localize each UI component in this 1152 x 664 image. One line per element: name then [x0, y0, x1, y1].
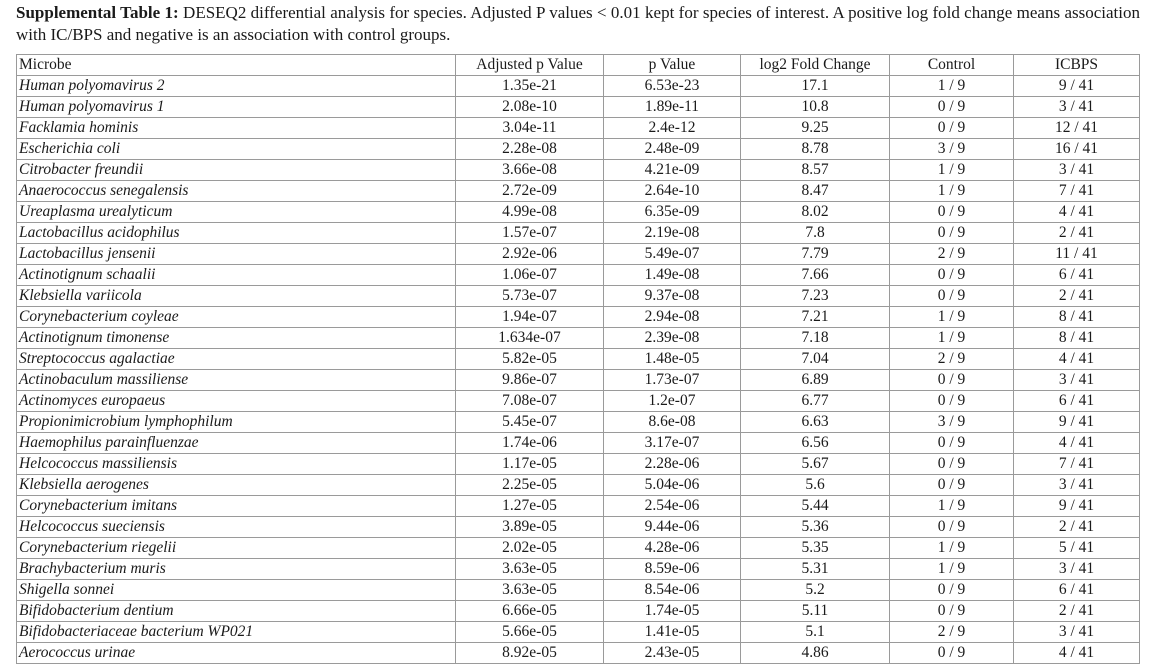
microbe-cell: Actinomyces europaeus [17, 391, 456, 412]
adjusted-p-cell: 1.94e-07 [456, 307, 604, 328]
adjusted-p-cell: 7.08e-07 [456, 391, 604, 412]
adjusted-p-cell: 1.35e-21 [456, 76, 604, 97]
p-value-cell: 2.64e-10 [604, 181, 741, 202]
icbps-cell: 4 / 41 [1014, 433, 1140, 454]
table-row [17, 412, 1140, 433]
adjusted-p-cell: 3.63e-05 [456, 580, 604, 601]
adjusted-p-cell: 1.74e-06 [456, 433, 604, 454]
adjusted-p-cell: 1.06e-07 [456, 265, 604, 286]
table-row [17, 286, 1140, 307]
table-row [17, 433, 1140, 454]
icbps-cell: 7 / 41 [1014, 454, 1140, 475]
table-row [17, 265, 1140, 286]
icbps-cell: 3 / 41 [1014, 97, 1140, 118]
adjusted-p-cell: 6.66e-05 [456, 601, 604, 622]
log2fc-cell: 7.04 [741, 349, 890, 370]
icbps-cell: 4 / 41 [1014, 643, 1140, 664]
log2fc-cell: 4.86 [741, 643, 890, 664]
table-row [17, 454, 1140, 475]
control-cell: 0 / 9 [890, 475, 1014, 496]
microbe-cell: Actinotignum timonense [17, 328, 456, 349]
col-header-microbe: Microbe [17, 55, 456, 76]
control-cell: 0 / 9 [890, 202, 1014, 223]
control-cell: 0 / 9 [890, 580, 1014, 601]
icbps-cell: 3 / 41 [1014, 559, 1140, 580]
p-value-cell: 5.49e-07 [604, 244, 741, 265]
p-value-cell: 2.39e-08 [604, 328, 741, 349]
table-row [17, 643, 1140, 664]
icbps-cell: 8 / 41 [1014, 307, 1140, 328]
adjusted-p-cell: 3.89e-05 [456, 517, 604, 538]
table-row [17, 559, 1140, 580]
microbe-cell: Corynebacterium coyleae [17, 307, 456, 328]
control-cell: 1 / 9 [890, 538, 1014, 559]
log2fc-cell: 5.35 [741, 538, 890, 559]
control-cell: 2 / 9 [890, 244, 1014, 265]
col-header-adjusted-p: Adjusted p Value [456, 55, 604, 76]
deseq2-table [16, 54, 1140, 664]
icbps-cell: 2 / 41 [1014, 223, 1140, 244]
p-value-cell: 1.73e-07 [604, 370, 741, 391]
icbps-cell: 8 / 41 [1014, 328, 1140, 349]
icbps-cell: 7 / 41 [1014, 181, 1140, 202]
table-row [17, 139, 1140, 160]
log2fc-cell: 5.6 [741, 475, 890, 496]
microbe-cell: Haemophilus parainfluenzae [17, 433, 456, 454]
p-value-cell: 9.37e-08 [604, 286, 741, 307]
p-value-cell: 2.4e-12 [604, 118, 741, 139]
adjusted-p-cell: 3.63e-05 [456, 559, 604, 580]
log2fc-cell: 7.18 [741, 328, 890, 349]
microbe-cell: Bifidobacteriaceae bacterium WP021 [17, 622, 456, 643]
microbe-cell: Human polyomavirus 1 [17, 97, 456, 118]
table-row [17, 391, 1140, 412]
control-cell: 1 / 9 [890, 559, 1014, 580]
control-cell: 0 / 9 [890, 118, 1014, 139]
log2fc-cell: 6.63 [741, 412, 890, 433]
table-caption [16, 2, 1140, 46]
microbe-cell: Citrobacter freundii [17, 160, 456, 181]
log2fc-cell: 6.77 [741, 391, 890, 412]
caption-text: DESEQ2 differential analysis for species. Adjusted P values < 0.01 kept for species of interest. A positive log fold change means association with IC/BPS and negative is an association with control groups. [16, 3, 1140, 44]
col-header-p-value: p Value [604, 55, 741, 76]
icbps-cell: 3 / 41 [1014, 622, 1140, 643]
log2fc-cell: 5.67 [741, 454, 890, 475]
table-row [17, 118, 1140, 139]
log2fc-cell: 7.66 [741, 265, 890, 286]
log2fc-cell: 6.89 [741, 370, 890, 391]
microbe-cell: Klebsiella variicola [17, 286, 456, 307]
icbps-cell: 11 / 41 [1014, 244, 1140, 265]
icbps-cell: 4 / 41 [1014, 349, 1140, 370]
log2fc-cell: 5.11 [741, 601, 890, 622]
microbe-cell: Corynebacterium riegelii [17, 538, 456, 559]
microbe-cell: Propionimicrobium lymphophilum [17, 412, 456, 433]
p-value-cell: 9.44e-06 [604, 517, 741, 538]
log2fc-cell: 8.02 [741, 202, 890, 223]
table-row [17, 160, 1140, 181]
table-row [17, 97, 1140, 118]
adjusted-p-cell: 5.82e-05 [456, 349, 604, 370]
log2fc-cell: 9.25 [741, 118, 890, 139]
control-cell: 0 / 9 [890, 265, 1014, 286]
icbps-cell: 6 / 41 [1014, 580, 1140, 601]
control-cell: 0 / 9 [890, 223, 1014, 244]
table-row [17, 517, 1140, 538]
adjusted-p-cell: 1.57e-07 [456, 223, 604, 244]
p-value-cell: 2.94e-08 [604, 307, 741, 328]
p-value-cell: 1.48e-05 [604, 349, 741, 370]
p-value-cell: 1.49e-08 [604, 265, 741, 286]
adjusted-p-cell: 5.66e-05 [456, 622, 604, 643]
adjusted-p-cell: 9.86e-07 [456, 370, 604, 391]
control-cell: 1 / 9 [890, 328, 1014, 349]
table-row [17, 622, 1140, 643]
microbe-cell: Anaerococcus senegalensis [17, 181, 456, 202]
p-value-cell: 2.43e-05 [604, 643, 741, 664]
microbe-cell: Streptococcus agalactiae [17, 349, 456, 370]
p-value-cell: 4.28e-06 [604, 538, 741, 559]
control-cell: 2 / 9 [890, 349, 1014, 370]
control-cell: 0 / 9 [890, 391, 1014, 412]
table-row [17, 76, 1140, 97]
adjusted-p-cell: 2.25e-05 [456, 475, 604, 496]
p-value-cell: 3.17e-07 [604, 433, 741, 454]
p-value-cell: 2.19e-08 [604, 223, 741, 244]
p-value-cell: 1.2e-07 [604, 391, 741, 412]
log2fc-cell: 10.8 [741, 97, 890, 118]
p-value-cell: 1.89e-11 [604, 97, 741, 118]
icbps-cell: 16 / 41 [1014, 139, 1140, 160]
adjusted-p-cell: 1.27e-05 [456, 496, 604, 517]
microbe-cell: Shigella sonnei [17, 580, 456, 601]
header-row [17, 55, 1140, 76]
table-row [17, 328, 1140, 349]
p-value-cell: 5.04e-06 [604, 475, 741, 496]
icbps-cell: 6 / 41 [1014, 391, 1140, 412]
icbps-cell: 4 / 41 [1014, 202, 1140, 223]
log2fc-cell: 8.78 [741, 139, 890, 160]
adjusted-p-cell: 2.08e-10 [456, 97, 604, 118]
microbe-cell: Facklamia hominis [17, 118, 456, 139]
icbps-cell: 9 / 41 [1014, 76, 1140, 97]
microbe-cell: Corynebacterium imitans [17, 496, 456, 517]
icbps-cell: 2 / 41 [1014, 286, 1140, 307]
caption-label: Supplemental Table 1: [16, 3, 179, 22]
microbe-cell: Actinobaculum massiliense [17, 370, 456, 391]
icbps-cell: 3 / 41 [1014, 475, 1140, 496]
microbe-cell: Ureaplasma urealyticum [17, 202, 456, 223]
table-row [17, 370, 1140, 391]
log2fc-cell: 5.31 [741, 559, 890, 580]
col-header-log2fc: log2 Fold Change [741, 55, 890, 76]
control-cell: 0 / 9 [890, 97, 1014, 118]
control-cell: 1 / 9 [890, 496, 1014, 517]
microbe-cell: Bifidobacterium dentium [17, 601, 456, 622]
adjusted-p-cell: 1.17e-05 [456, 454, 604, 475]
p-value-cell: 6.53e-23 [604, 76, 741, 97]
control-cell: 0 / 9 [890, 643, 1014, 664]
log2fc-cell: 7.23 [741, 286, 890, 307]
p-value-cell: 6.35e-09 [604, 202, 741, 223]
p-value-cell: 8.59e-06 [604, 559, 741, 580]
control-cell: 0 / 9 [890, 601, 1014, 622]
table-row [17, 223, 1140, 244]
microbe-cell: Lactobacillus jensenii [17, 244, 456, 265]
adjusted-p-cell: 4.99e-08 [456, 202, 604, 223]
adjusted-p-cell: 2.72e-09 [456, 181, 604, 202]
icbps-cell: 2 / 41 [1014, 601, 1140, 622]
control-cell: 1 / 9 [890, 307, 1014, 328]
icbps-cell: 9 / 41 [1014, 412, 1140, 433]
control-cell: 0 / 9 [890, 433, 1014, 454]
table-row [17, 538, 1140, 559]
log2fc-cell: 8.57 [741, 160, 890, 181]
control-cell: 3 / 9 [890, 412, 1014, 433]
control-cell: 1 / 9 [890, 181, 1014, 202]
log2fc-cell: 7.8 [741, 223, 890, 244]
microbe-cell: Helcococcus massiliensis [17, 454, 456, 475]
adjusted-p-cell: 3.66e-08 [456, 160, 604, 181]
icbps-cell: 5 / 41 [1014, 538, 1140, 559]
icbps-cell: 12 / 41 [1014, 118, 1140, 139]
adjusted-p-cell: 5.73e-07 [456, 286, 604, 307]
control-cell: 2 / 9 [890, 622, 1014, 643]
control-cell: 0 / 9 [890, 517, 1014, 538]
control-cell: 0 / 9 [890, 370, 1014, 391]
log2fc-cell: 17.1 [741, 76, 890, 97]
table-row [17, 244, 1140, 265]
microbe-cell: Klebsiella aerogenes [17, 475, 456, 496]
p-value-cell: 1.41e-05 [604, 622, 741, 643]
control-cell: 0 / 9 [890, 286, 1014, 307]
icbps-cell: 6 / 41 [1014, 265, 1140, 286]
adjusted-p-cell: 5.45e-07 [456, 412, 604, 433]
table-row [17, 349, 1140, 370]
adjusted-p-cell: 2.02e-05 [456, 538, 604, 559]
icbps-cell: 3 / 41 [1014, 370, 1140, 391]
table-row [17, 475, 1140, 496]
p-value-cell: 4.21e-09 [604, 160, 741, 181]
control-cell: 1 / 9 [890, 76, 1014, 97]
p-value-cell: 8.6e-08 [604, 412, 741, 433]
col-header-icbps: ICBPS [1014, 55, 1140, 76]
microbe-cell: Lactobacillus acidophilus [17, 223, 456, 244]
p-value-cell: 1.74e-05 [604, 601, 741, 622]
icbps-cell: 9 / 41 [1014, 496, 1140, 517]
col-header-control: Control [890, 55, 1014, 76]
microbe-cell: Aerococcus urinae [17, 643, 456, 664]
p-value-cell: 2.48e-09 [604, 139, 741, 160]
adjusted-p-cell: 2.28e-08 [456, 139, 604, 160]
log2fc-cell: 7.79 [741, 244, 890, 265]
control-cell: 3 / 9 [890, 139, 1014, 160]
log2fc-cell: 5.1 [741, 622, 890, 643]
table-row [17, 202, 1140, 223]
table-row [17, 601, 1140, 622]
microbe-cell: Brachybacterium muris [17, 559, 456, 580]
table-body [17, 76, 1140, 664]
log2fc-cell: 7.21 [741, 307, 890, 328]
log2fc-cell: 5.36 [741, 517, 890, 538]
adjusted-p-cell: 2.92e-06 [456, 244, 604, 265]
table-row [17, 307, 1140, 328]
table-row [17, 580, 1140, 601]
p-value-cell: 8.54e-06 [604, 580, 741, 601]
microbe-cell: Human polyomavirus 2 [17, 76, 456, 97]
microbe-cell: Escherichia coli [17, 139, 456, 160]
adjusted-p-cell: 1.634e-07 [456, 328, 604, 349]
table-row [17, 496, 1140, 517]
microbe-cell: Helcococcus sueciensis [17, 517, 456, 538]
log2fc-cell: 6.56 [741, 433, 890, 454]
icbps-cell: 3 / 41 [1014, 160, 1140, 181]
control-cell: 1 / 9 [890, 160, 1014, 181]
log2fc-cell: 8.47 [741, 181, 890, 202]
adjusted-p-cell: 3.04e-11 [456, 118, 604, 139]
adjusted-p-cell: 8.92e-05 [456, 643, 604, 664]
p-value-cell: 2.54e-06 [604, 496, 741, 517]
icbps-cell: 2 / 41 [1014, 517, 1140, 538]
table-row [17, 181, 1140, 202]
log2fc-cell: 5.2 [741, 580, 890, 601]
log2fc-cell: 5.44 [741, 496, 890, 517]
microbe-cell: Actinotignum schaalii [17, 265, 456, 286]
control-cell: 0 / 9 [890, 454, 1014, 475]
p-value-cell: 2.28e-06 [604, 454, 741, 475]
